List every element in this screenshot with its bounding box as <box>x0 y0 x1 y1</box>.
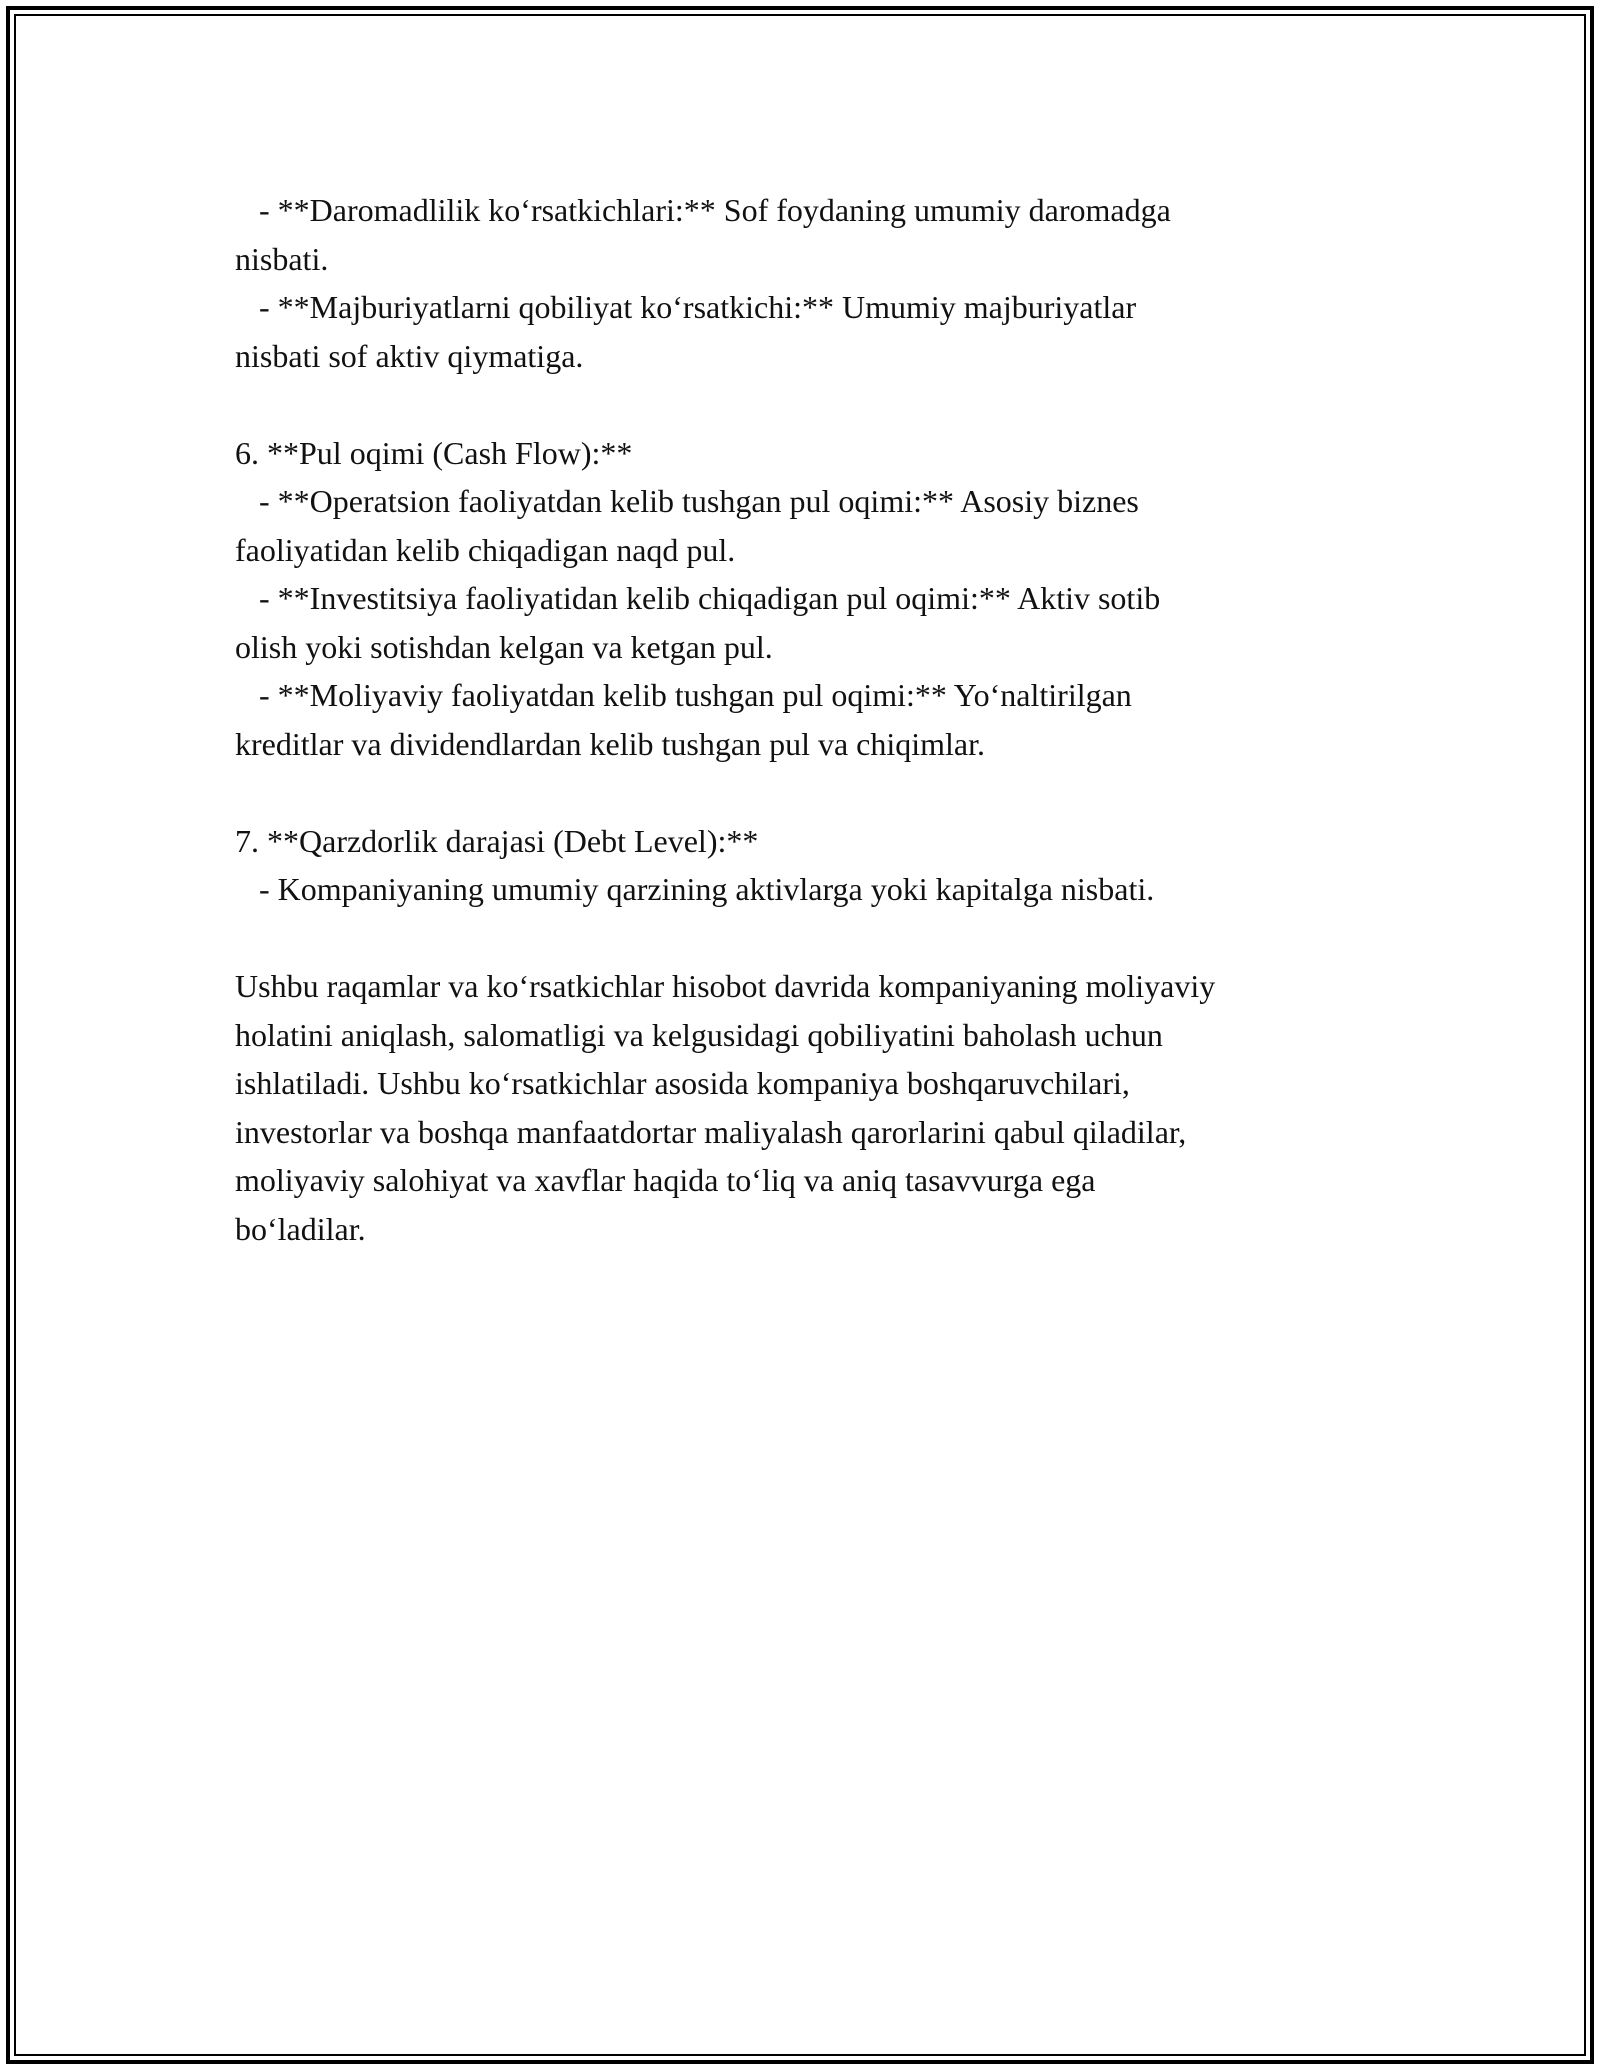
text-line: - **Operatsion faoliyatdan kelib tushgan pul oqimi:** Asosiy biznes <box>235 483 1139 519</box>
text-line: - **Daromadlilik ko‘rsatkichlari:** Sof foydaning umumiy daromadga <box>235 192 1171 228</box>
blank-line <box>235 914 1435 963</box>
text-line: kreditlar va dividendlardan kelib tushgan pul va chiqimlar. <box>235 725 986 762</box>
section-heading: 7. **Qarzdorlik darajasi (Debt Level):** <box>235 822 759 859</box>
text-line: nisbati. <box>235 240 329 277</box>
section-heading: 6. **Pul oqimi (Cash Flow):** <box>235 434 633 471</box>
text-line: - **Majburiyatlarni qobiliyat ko‘rsatkichi:** Umumiy majburiyatlar <box>235 289 1137 325</box>
paragraph-line: investorlar va boshqa manfaatdortar maliyalash qarorlarini qabul qiladilar, <box>235 1113 1187 1150</box>
paragraph-line: ishlatiladi. Ushbu ko‘rsatkichlar asosida kompaniya boshqaruvchilari, <box>235 1065 1130 1101</box>
blank-line <box>235 380 1435 429</box>
text-line: - Kompaniyaning umumiy qarzining aktivlarga yoki kapitalga nisbati. <box>235 871 1155 907</box>
text-line: faoliyatidan kelib chiqadigan naqd pul. <box>235 531 736 568</box>
text-line: - **Moliyaviy faoliyatdan kelib tushgan pul oqimi:** Yo‘naltirilgan <box>235 677 1132 713</box>
document-body <box>235 186 1435 1253</box>
text-line: olish yoki sotishdan kelgan va ketgan pul. <box>235 628 773 665</box>
paragraph-line: Ushbu raqamlar va ko‘rsatkichlar hisobot davrida kompaniyaning moliyaviy <box>235 968 1216 1004</box>
text-line: - **Investitsiya faoliyatidan kelib chiqadigan pul oqimi:** Aktiv sotib <box>235 580 1161 616</box>
paragraph-line: holatini aniqlash, salomatligi va kelgusidagi qobiliyatini baholash uchun <box>235 1016 1163 1053</box>
paragraph-line: moliyaviy salohiyat va xavflar haqida to‘liq va aniq tasavvurga ega <box>235 1162 1096 1198</box>
text-line: nisbati sof aktiv qiymatiga. <box>235 337 584 374</box>
paragraph-line: bo‘ladilar. <box>235 1210 366 1247</box>
blank-line <box>235 768 1435 817</box>
